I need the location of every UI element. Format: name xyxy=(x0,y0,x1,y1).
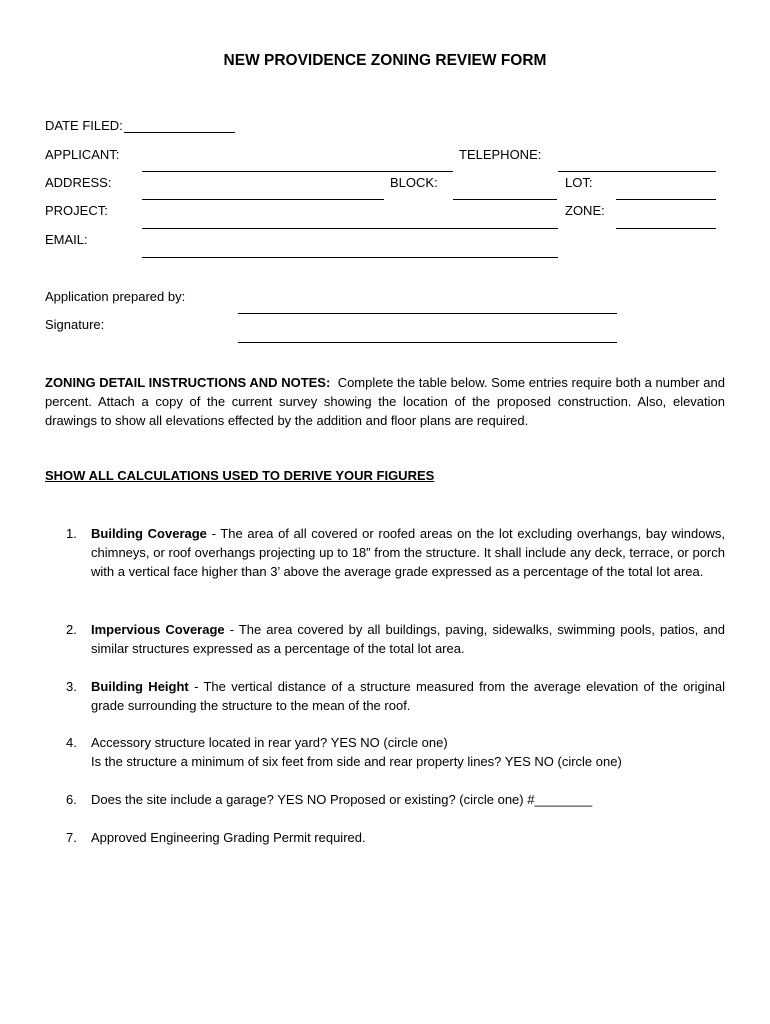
email-label: EMAIL: xyxy=(45,232,88,247)
email-field[interactable] xyxy=(142,257,558,258)
instructions-text: Complete the table below. Some entries require both a number and percent. Attach a copy of the current survey showing the location of the proposed construction. Also, elevation drawings to show all elevations effected by the addition and floor plans are required. xyxy=(45,375,725,428)
item-number: 2. xyxy=(66,622,77,637)
item-text: - The vertical distance of a structure measured from the average elevation of the original grade surrounding the structure to the mean of the roof. xyxy=(91,679,725,713)
accessory-structure-question: Accessory structure located in rear yard? YES NO (circle one) xyxy=(91,735,448,750)
page-title: NEW PROVIDENCE ZONING REVIEW FORM xyxy=(223,52,547,69)
applicant-field[interactable] xyxy=(142,171,453,172)
grading-permit-note: Approved Engineering Grading Permit required. xyxy=(91,830,366,845)
item-title: Building Height xyxy=(91,679,189,694)
item-text: - The area covered by all buildings, paving, sidewalks, swimming pools, patios, and similar structures expressed as a percentage of the total lot area. xyxy=(91,622,726,656)
item-number: 3. xyxy=(66,679,77,694)
calculations-heading: SHOW ALL CALCULATIONS USED TO DERIVE YOUR FIGURES xyxy=(45,468,435,483)
zone-field[interactable] xyxy=(616,228,716,229)
item-title: Building Coverage xyxy=(91,526,207,541)
block-field[interactable] xyxy=(453,199,557,200)
list-item-building-coverage xyxy=(91,524,725,581)
signature-field[interactable] xyxy=(238,342,617,343)
lot-label: LOT: xyxy=(565,175,593,190)
date-filed-label: DATE FILED: xyxy=(45,118,123,133)
telephone-label: TELEPHONE: xyxy=(459,147,542,162)
instructions-heading: ZONING DETAIL INSTRUCTIONS AND NOTES: xyxy=(45,375,331,390)
property-lines-question: Is the structure a minimum of six feet from side and rear property lines? YES NO (circle one) xyxy=(91,754,622,769)
item-number: 4. xyxy=(66,735,77,750)
item-number: 1. xyxy=(66,526,77,541)
date-filed-field[interactable] xyxy=(124,132,235,133)
block-label: BLOCK: xyxy=(390,175,438,190)
project-field[interactable] xyxy=(142,228,558,229)
prepared-by-label: Application prepared by: xyxy=(45,289,186,304)
prepared-by-field[interactable] xyxy=(238,313,617,314)
telephone-field[interactable] xyxy=(558,171,716,172)
list-item-building-height xyxy=(91,677,725,715)
address-field[interactable] xyxy=(142,199,384,200)
item-number: 7. xyxy=(66,830,77,845)
lot-field[interactable] xyxy=(616,199,716,200)
item-text: - The area of all covered or roofed areas on the lot excluding overhangs, bay windows, chimneys, or roof overhangs projecting up to 18” from the structure. It shall include any deck, terrace, or porch with a vertical face higher than 3’ above the average grade expressed as a percentage of the total lot area. xyxy=(91,526,725,579)
project-label: PROJECT: xyxy=(45,203,108,218)
item-title: Impervious Coverage xyxy=(91,622,225,637)
garage-question: Does the site include a garage? YES NO Proposed or existing? (circle one) #________ xyxy=(91,792,593,807)
list-item-impervious-coverage xyxy=(91,620,725,658)
applicant-label: APPLICANT: xyxy=(45,147,120,162)
address-label: ADDRESS: xyxy=(45,175,112,190)
signature-label: Signature: xyxy=(45,317,105,332)
zone-label: ZONE: xyxy=(565,203,605,218)
item-number: 6. xyxy=(66,792,77,807)
instructions-paragraph xyxy=(45,373,725,430)
